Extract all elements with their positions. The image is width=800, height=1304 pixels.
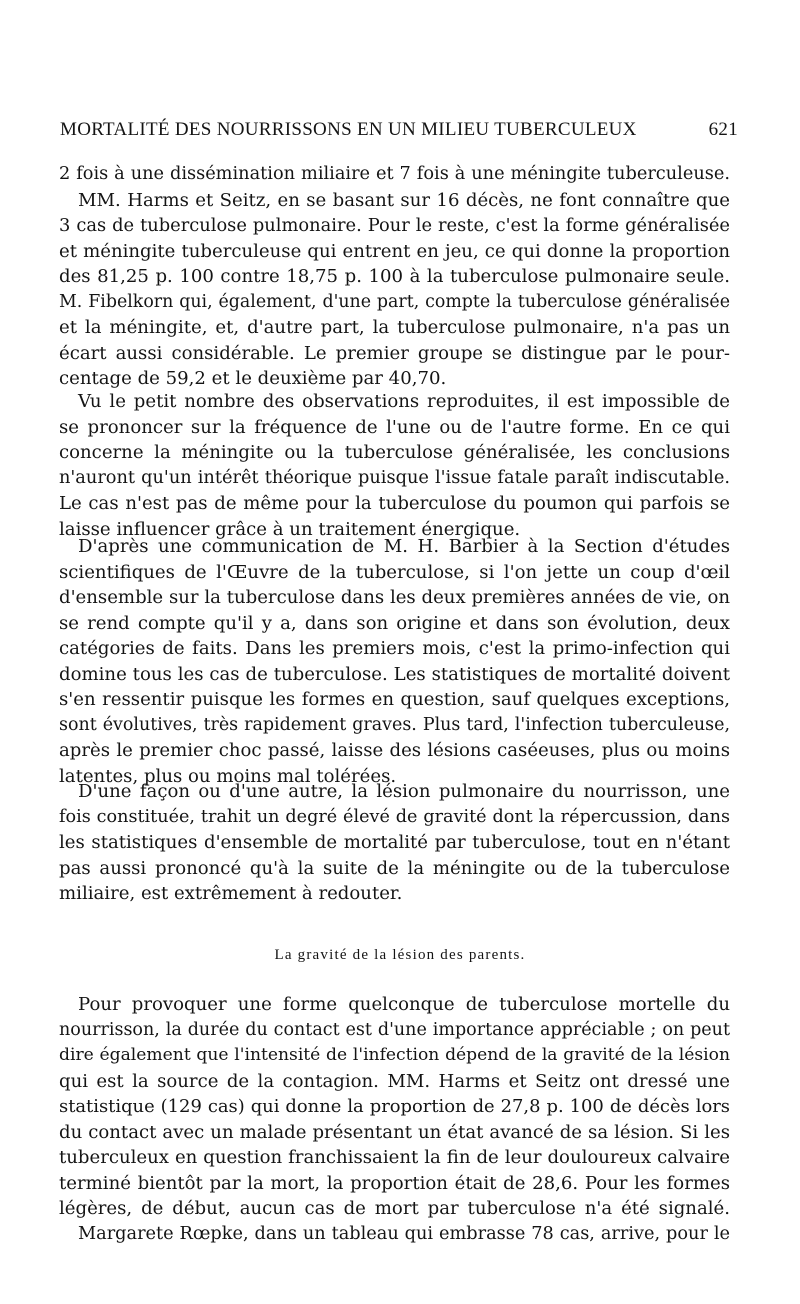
text-line: 3 cas de tuberculose pulmonaire. Pour le reste, c'est la forme généralisée <box>59 215 730 236</box>
text-line: terminé bientôt par la mort, la proportion était de 28,6. Pour les formes <box>59 1172 730 1194</box>
text-line: écart aussi considérable. Le premier groupe se distingue par le pour- <box>59 342 730 364</box>
text-line: M. Fibelkorn qui, également, d'une part, compte la tuberculose généralisée <box>59 291 730 312</box>
text-line: qui est la source de la contagion. MM. Harms et Seitz ont dressé une <box>59 1070 730 1092</box>
paragraph-1 <box>59 162 730 392</box>
text-line: après le premier choc passé, laisse des lésions caséeuses, plus ou moins <box>59 740 730 761</box>
paragraph-3 <box>59 534 730 789</box>
text-line: catégories de faits. Dans les premiers mois, c'est la primo-infection qui <box>59 638 730 659</box>
text-line: Pour provoquer une forme quelconque de tuberculose mortelle du <box>78 994 730 1015</box>
text-line: les statistiques d'ensemble de mortalité par tuberculose, tout en n'étant <box>59 832 730 853</box>
text-line: latentes, plus ou moins mal tolérées. <box>59 765 397 787</box>
text-line: du contact avec un malade présentant un état avancé de sa lésion. Si les <box>59 1121 730 1143</box>
text-line: et méningite tuberculeuse qui entrent en jeu, ce qui donne la proportion <box>59 240 730 262</box>
page-number: 621 <box>708 119 738 140</box>
text-line: s'en ressentir puisque les formes en question, sauf quelques exceptions, <box>59 689 730 710</box>
text-line: se rend compte qu'il y a, dans son origine et dans son évolution, deux <box>59 612 730 634</box>
text-line: domine tous les cas de tuberculose. Les statistiques de mortalité doivent <box>59 663 730 685</box>
text-line: sont évolutives, très rapidement graves. Plus tard, l'infection tuberculeuse, <box>59 714 730 735</box>
text-line: concerne la méningite ou la tuberculose généralisée, les conclusions <box>59 442 730 463</box>
text-line: pas aussi prononcé qu'à la suite de la méningite ou de la tuberculose <box>59 857 730 879</box>
paragraph-4 <box>59 779 730 907</box>
text-line: miliaire, est extrêmement à redouter. <box>59 883 403 904</box>
text-line: laisse influencer grâce à un traitement énergique. <box>59 518 521 540</box>
text-line: MM. Harms et Seitz, en se basant sur 16 décès, ne font connaître que <box>78 189 730 211</box>
text-line: fois constituée, trahit un degré élevé de gravité dont la répercussion, dans <box>59 806 730 827</box>
text-line: des 81,25 p. 100 contre 18,75 p. 100 à la tuberculose pulmonaire seule. <box>59 266 730 287</box>
text-line: tuberculeux en question franchissaient la fin de leur douloureux calvaire <box>59 1147 730 1168</box>
text-line: D'après une communication de M. H. Barbier à la Section d'études <box>78 536 730 557</box>
text-line: statistique (129 cas) qui donne la proportion de 27,8 p. 100 de décès lors <box>59 1096 730 1117</box>
text-line: Vu le petit nombre des observations reproduites, il est impossible de <box>78 391 730 412</box>
text-line: 2 fois à une dissémination miliaire et 7 fois à une méningite tuberculeuse. <box>59 164 730 184</box>
text-line: et la méningite, et, d'autre part, la tuberculose pulmonaire, n'a pas un <box>59 317 730 338</box>
text-line: centage de 59,2 et le deuxième par 40,70. <box>59 368 447 389</box>
text-line: n'auront qu'un intérêt théorique puisque l'issue fatale paraît indiscutable. <box>59 467 730 488</box>
section-heading: La gravité de la lésion des parents. <box>274 947 526 963</box>
text-line: scientifiques de l'Œuvre de la tuberculose, si l'on jette un coup d'œil <box>59 561 730 583</box>
text-line: Margarete Rœpke, dans un tableau qui embrasse 78 cas, arrive, pour le <box>78 1223 730 1244</box>
text-line: se prononcer sur la fréquence de l'une ou de l'autre forme. En ce qui <box>59 416 730 438</box>
text-line: d'ensemble sur la tuberculose dans les deux premières années de vie, on <box>59 587 730 608</box>
paragraph-5 <box>59 992 730 1247</box>
text-line: légères, de début, aucun cas de mort par tuberculose n'a été signalé. <box>59 1198 730 1219</box>
text-line: dire également que l'intensité de l'infection dépend de la gravité de la lésion <box>59 1045 730 1065</box>
running-head <box>60 119 740 145</box>
text-line: Le cas n'est pas de même pour la tuberculose du poumon qui parfois se <box>59 493 730 514</box>
running-head-title: MORTALITÉ DES NOURRISSONS EN UN MILIEU TUBERCULEUX <box>60 119 637 140</box>
paragraph-2 <box>59 389 730 542</box>
text-line: nourrisson, la durée du contact est d'une importance appréciable ; on peut <box>59 1019 730 1040</box>
text-line: D'une façon ou d'une autre, la lésion pulmonaire du nourrisson, une <box>78 781 730 802</box>
